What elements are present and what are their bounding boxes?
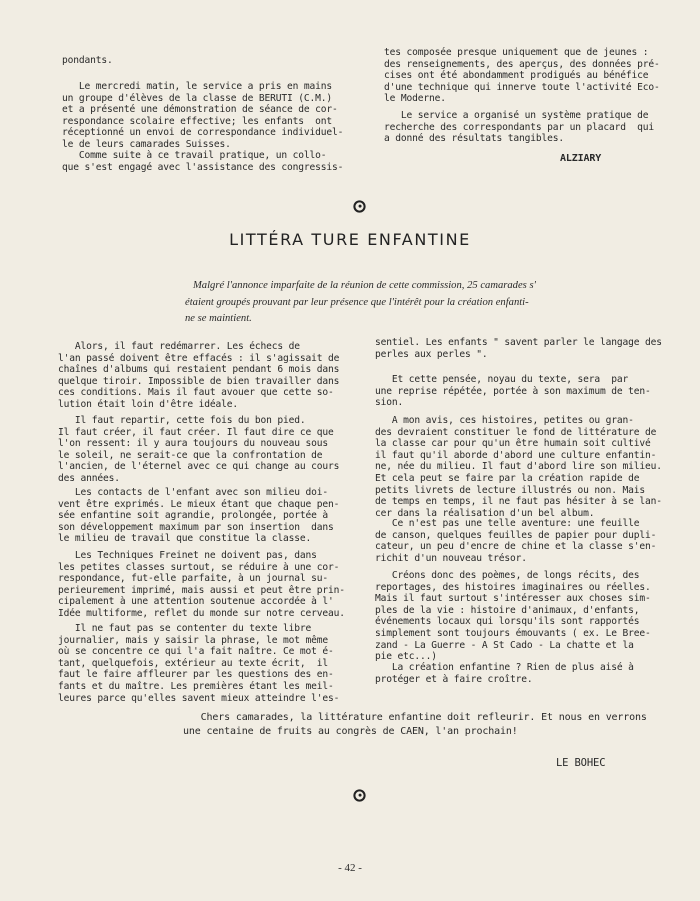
- paragraph: A mon avis, ces histoires, petites ou gran- des devraient constituer le fond de littérature de la classe car pour qu'un être humain soit cultivé il faut qu'il aborde d'abord une culture enfantin- ne, née du milieu. Il faut d'abord lire son milieu. Et cela peut se faire par la création rapide de petits livrets de lecture illustrés ou non. Mais de temps en temps, il ne faut pas hésiter à se lan- cer dans la réalisation d'un bel album.: [375, 415, 662, 519]
- paragraph: sentiel. Les enfants " savent parler le langage des perles aux perles ".: [375, 337, 662, 360]
- intro-paragraph: Malgré l'annonce imparfaite de la réunion de cette commission, 25 camarades s' étaient groupés prouvant par leur présence que l'intérêt pour la création enfanti- ne se maintient.: [185, 280, 536, 324]
- paragraph: pondants.: [62, 55, 113, 66]
- paragraph: Le mercredi matin, le service a pris en mains un groupe d'élèves de la classe de BERUTI (C.M.) et a présenté une démonstration de séance de cor- respondance scolaire effective; les enfants ont réceptionné un envoi de correspondance individuel- le de leurs camarades Suisses.: [62, 81, 344, 150]
- page-number: - 42 -: [338, 862, 362, 874]
- paragraph: Le service a organisé un système pratique de recherche des correspondants par un placard qui a donné des résultats tangibles.: [384, 110, 655, 145]
- paragraph: La création enfantine ? Rien de plus aisé à protéger et à faire croître.: [375, 662, 634, 685]
- paragraph: Et cette pensée, noyau du texte, sera par une reprise répétée, portée à son maximum de ten- sion.: [375, 374, 651, 409]
- paragraph: Il faut repartir, cette fois du bon pied. Il faut créer, il faut créer. Il faut dire ce que l'on ressent: il y aura toujours du nouveau sous le soleil, ne serait-ce que la confrontation de l'ancien, de l'éternel avec ce qui change au cours des années.: [58, 415, 340, 484]
- spiral-ornament-icon: [353, 789, 366, 802]
- paragraph: Il ne faut pas se contenter du texte libre journalier, mais y saisir la phrase, le mot même où se concentre ce qui l'a fait naître. Ce mot é- tant, quelquefois, extérieur au texte écrit, il faut le faire affleurer par les questions des en- fants et du maître. Les premières étant les meil- leures parce qu'elles savent mieux atteindre l'es-: [58, 623, 340, 704]
- paragraph: Les contacts de l'enfant avec son milieu doi- vent être exprimés. Le mieux étant que chaque pen- sée enfantine soit agrandie, prolongée, portée à son développement maximum par son insertion dans le milieu de travail que constitue la classe.: [58, 487, 340, 545]
- paragraph: Créons donc des poèmes, de longs récits, des reportages, des histoires imaginaires ou réelles. Mais il faut surtout s'intéresser aux choses sim- ples de la vie : histoire d'animaux, d'enfants, événements locaux qui lorsqu'ils sont rapportés simplement sont toujours émouvants ( ex. Le Bree- zand - La Guerre - A St Cado - La chatte et la pie etc...): [375, 570, 651, 663]
- paragraph: Comme suite à ce travail pratique, un collo- que s'est engagé avec l'assistance des congressis-: [62, 150, 344, 173]
- paragraph: Alors, il faut redémarrer. Les échecs de l'an passé doivent être effacés : il s'agissait de chaînes d'albums qui restaient pendant 6 mois dans quelque tiroir. Impossible de bien travailler dans ces conditions. Mais il faut avouer que cette so- lution était loin d'être idéale.: [58, 341, 340, 410]
- paragraph: Ce n'est pas une telle aventure: une feuille de canson, quelques feuilles de papier pour dupli- cateur, un peu d'encre de chine et la classe s'en- richit d'un nouveau trésor.: [375, 518, 657, 564]
- paragraph: tes composée presque uniquement que de jeunes : des renseignements, des aperçus, des données pré- cises ont été abondamment prodigués au bénéfice d'une technique qui innerve toute l'activité Eco- le Moderne.: [384, 47, 660, 105]
- spiral-ornament-icon: [353, 200, 366, 213]
- closing-paragraph: Chers camarades, la littérature enfantine doit refleurir. Et nous en verrons une centaine de fruits au congrès de CAEN, l'an prochain!: [183, 712, 647, 737]
- signature: ALZIARY: [560, 153, 602, 164]
- section-title: LITTÉRA TURE ENFANTINE: [229, 230, 471, 249]
- paragraph: Les Techniques Freinet ne doivent pas, dans les petites classes surtout, se réduire à une cor- respondance, fut-elle parfaite, à un journal su- perieurement imprimé, mais aussi et peut être prin- cipalement à une attention soutenue accordée à l' Idée multiforme, reflet du monde sur notre cerveau.: [58, 550, 345, 619]
- signature: LE BOHEC: [556, 757, 606, 769]
